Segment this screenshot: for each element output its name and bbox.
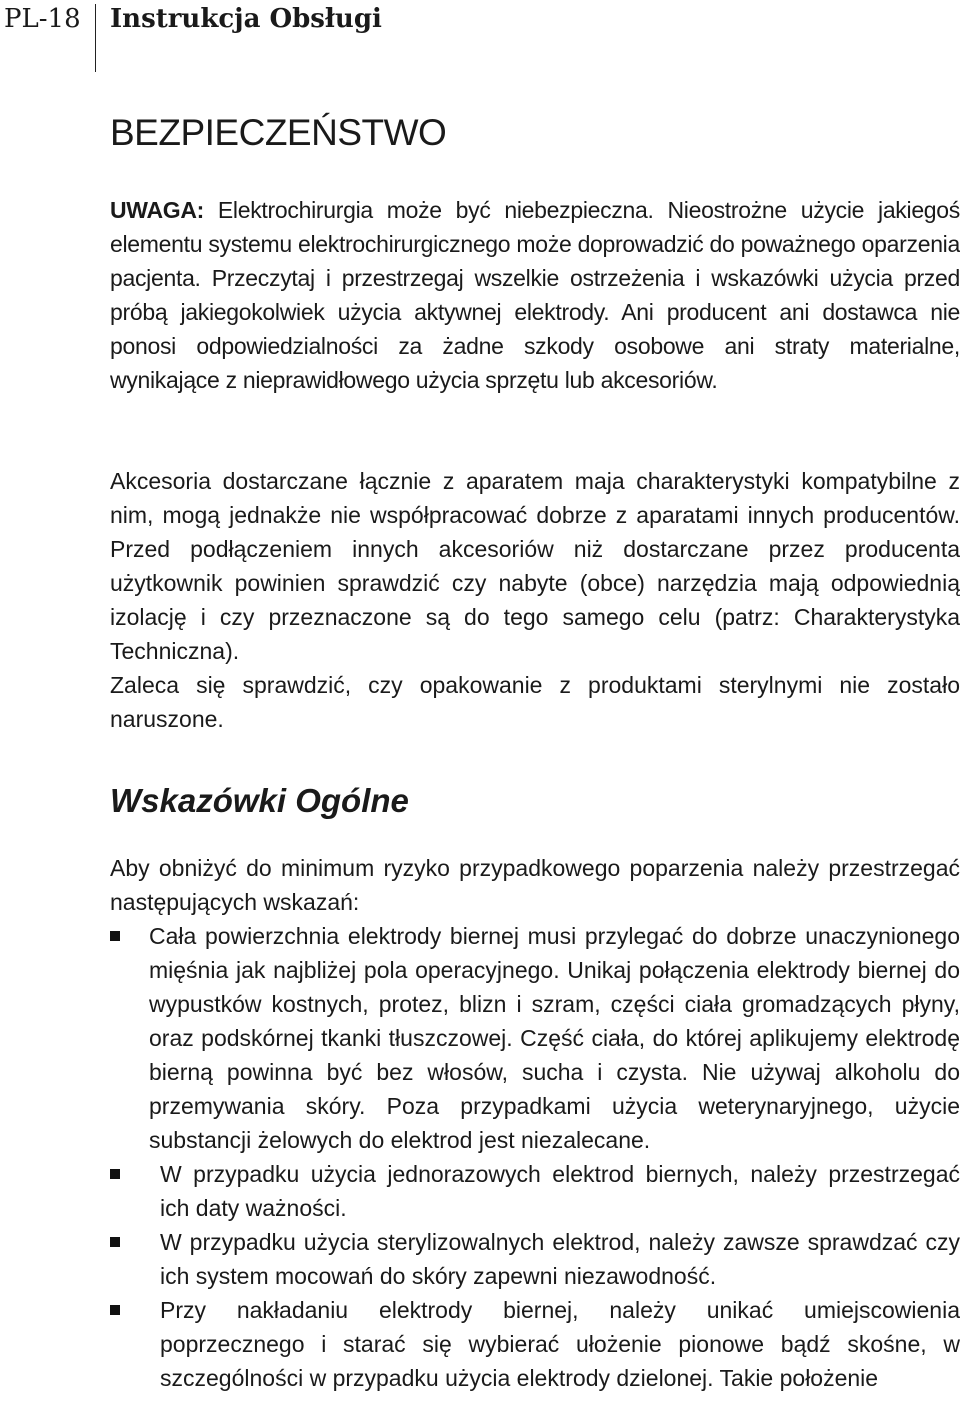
sterile-paragraph: Zaleca się sprawdzić, czy opakowanie z produktami sterylnymi nie zostało naruszone. bbox=[110, 672, 960, 732]
square-bullet-icon bbox=[110, 1169, 120, 1179]
list-item-text: Cała powierzchnia elektrody biernej musi przylegać do dobrze unaczynionego mięśnia jak najbliżej pola operacyjnego. Unikaj połączenia elektrody biernej do wypustków kostnych, protez, blizn i szram, części ciała gromadzących płyny, oraz podskórnej tkanki tłuszczowej. Część ciała, do której aplikujemy elektrodę bierną powinna być bez włosów, sucha i czysta. Nie używaj alkoholu do przemywania skóry. Poza przypadkami użycia weterynaryjnego, użycie substancji żelowych do elektrod jest niezalecane. bbox=[149, 923, 960, 1153]
general-intro: Aby obniżyć do minimum ryzyko przypadkowego poparzenia należy przestrzegać następujących wskazań: bbox=[110, 855, 960, 915]
page-number: PL-18 bbox=[4, 4, 81, 34]
list-item bbox=[110, 1293, 960, 1395]
header-divider bbox=[95, 4, 96, 72]
general-heading: Wskazówki Ogólne bbox=[110, 782, 409, 819]
list-item-text: W przypadku użycia sterylizowalnych elektrod, należy zawsze sprawdzać czy ich system mocowań do skóry zapewni niezawodność. bbox=[160, 1229, 960, 1289]
document-title: Instrukcja Obsługi bbox=[110, 4, 382, 34]
warning-text: Elektrochirurgia może być niebezpieczna. Nieostrożne użycie jakiegoś elementu systemu elektrochirurgicznego może doprowadzić do poważnego oparzenia pacjenta. Przeczytaj i przestrzegaj wszelkie ostrzeżenia i wskazówki użycia przed próbą jakiegokolwiek użycia aktywnej elektrody. Ani producent ani dostawca nie ponosi odpowiedzialności za żadne szkody osobowe ani straty materialne, wynikające z nieprawidłowego użycia sprzętu lub akcesoriów. bbox=[110, 197, 960, 393]
warning-paragraph bbox=[110, 193, 960, 397]
guidelines-list bbox=[110, 919, 960, 1395]
warning-label: UWAGA: bbox=[110, 197, 205, 223]
list-item-text: W przypadku użycia jednorazowych elektrod biernych, należy przestrzegać ich daty ważności. bbox=[160, 1161, 960, 1221]
list-item bbox=[110, 1225, 960, 1293]
list-item-text: Przy nakładaniu elektrody biernej, należy unikać umiejscowienia poprzecznego i starać się wybierać ułożenie pionowe bądź skośne, w szczególności w przypadku użycia elektrody dzielonej. Takie położenie bbox=[160, 1297, 960, 1391]
list-item bbox=[110, 1157, 960, 1225]
list-item bbox=[110, 919, 960, 1157]
square-bullet-icon bbox=[110, 1305, 120, 1315]
square-bullet-icon bbox=[110, 931, 120, 941]
accessories-paragraph: Akcesoria dostarczane łącznie z aparatem maja charakterystyki kompatybilne z nim, mogą jednakże nie współpracować dobrze z aparatami innych producentów. Przed podłączeniem innych akcesoriów niż dostarczane przez producenta użytkownik powinien sprawdzić czy nabyte (obce) narzędzia mają odpowiednią izolację i czy przeznaczone są do tego samego celu (patrz: Charakterystyka Techniczna). bbox=[110, 468, 960, 664]
section-heading: BEZPIECZEŃSTWO bbox=[110, 112, 447, 153]
square-bullet-icon bbox=[110, 1237, 120, 1247]
